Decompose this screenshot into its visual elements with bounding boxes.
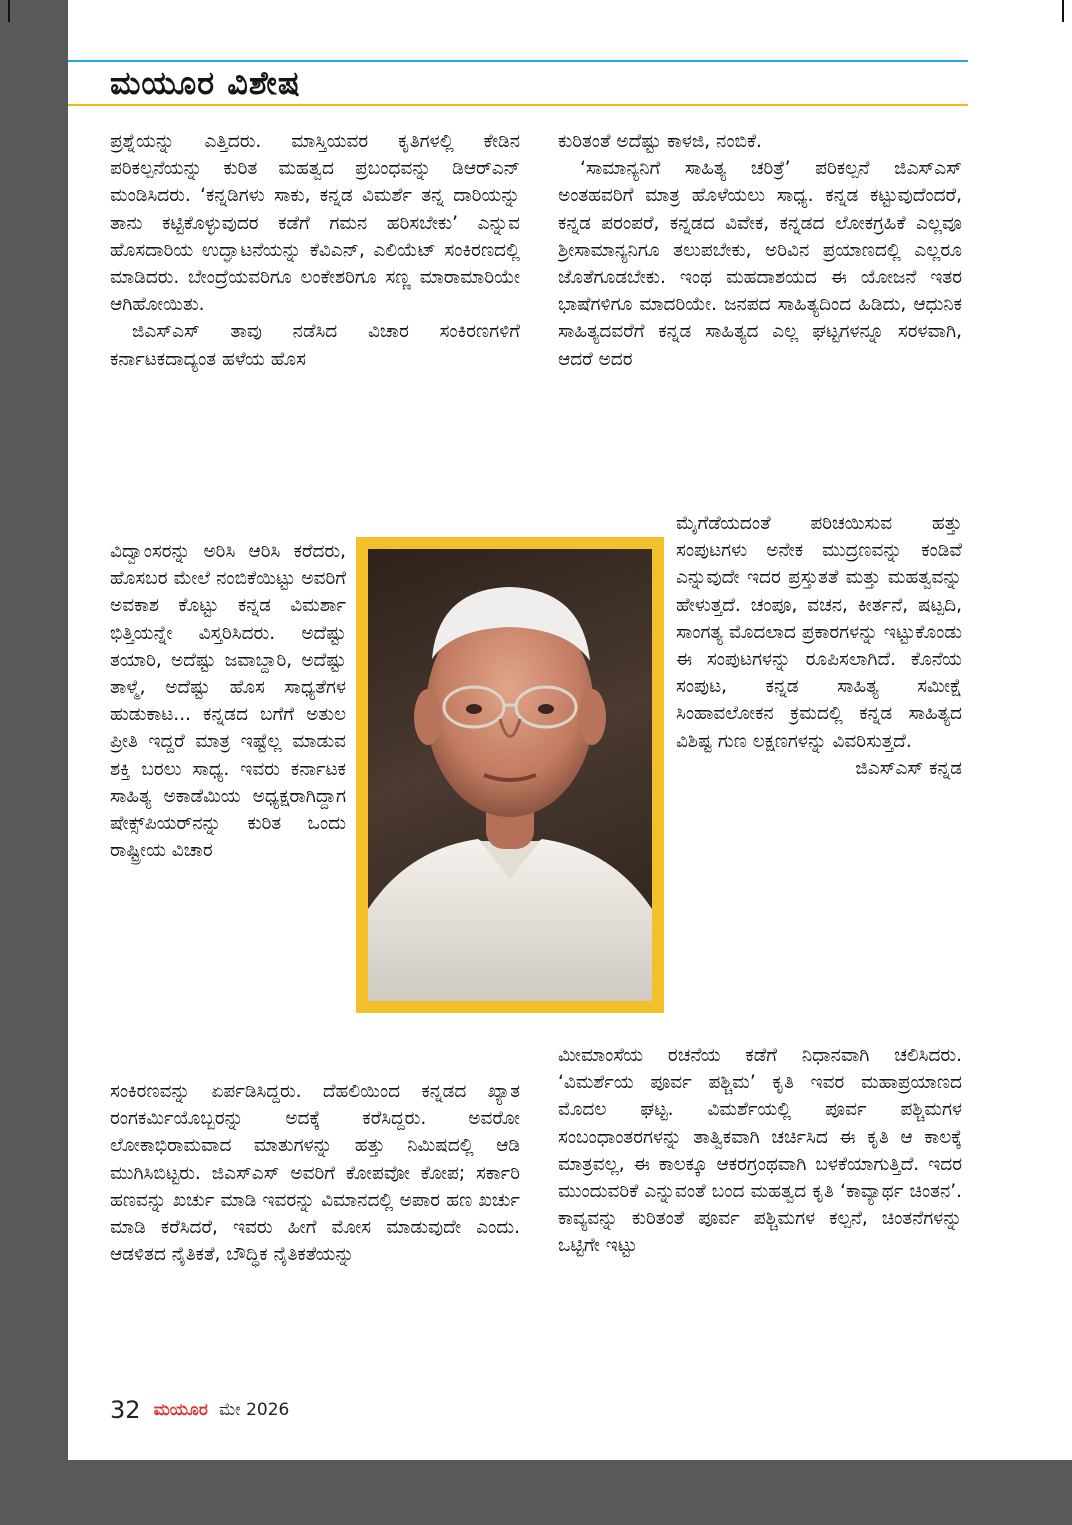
magazine-logo: ಮಯೂರ <box>153 1400 208 1420</box>
crop-mark <box>1062 0 1064 22</box>
crop-mark <box>8 0 10 22</box>
section-title: ಮಯೂರ ವಿಶೇಷ <box>110 64 301 102</box>
left-column-wrap <box>110 538 346 1078</box>
left-margin-band <box>0 0 68 1525</box>
header-rule-gold <box>68 104 968 106</box>
right-column-top <box>558 128 962 510</box>
page-number: 32 <box>110 1396 141 1424</box>
left-column-bottom <box>110 1078 520 1378</box>
paragraph: ಜಿಎಸ್‌ಎಸ್ ತಾವು ನಡೆಸಿದ ವಿಚಾರ ಸಂಕಿರಣಗಳಿಗೆ ಕರ್ನಾಟಕದಾದ್ಯಂತ ಹಳೆಯ ಹೊಸ <box>110 321 520 370</box>
paragraph: ಮೈಗೆಡೆಯದಂತೆ ಪರಿಚಯಿಸುವ ಹತ್ತು ಸಂಪುಟಗಳು ಅನೇಕ ಮುದ್ರಣವನ್ನು ಕಂಡಿವೆ ಎನ್ನುವುದೇ ಇದರ ಪ್ರಸ್ತುತತೆ ಮತ್ತು ಮಹತ್ವವನ್ನು ಹೇಳುತ್ತದೆ. ಚಂಪೂ, ವಚನ, ಕೀರ್ತನೆ, ಷಟ್ಪದಿ, ಸಾಂಗತ್ಯ ಮೊದಲಾದ ಪ್ರಕಾರಗಳನ್ನು ಇಟ್ಟುಕೊಂಡು ಈ ಸಂಪುಟಗಳನ್ನು ರೂಪಿಸಲಾಗಿದೆ. ಕೊನೆಯ ಸಂಪುಟ, ಕನ್ನಡ ಸಾಹಿತ್ಯ ಸಮೀಕ್ಷೆ ಸಿಂಹಾವಲೋಕನ ಕ್ರಮದಲ್ಲಿ ಕನ್ನಡ ಸಾಹಿತ್ಯದ ವಿಶಿಷ್ಟ ಗುಣ ಲಕ್ಷಣಗಳನ್ನು ವಿವರಿಸುತ್ತದೆ. <box>676 513 962 752</box>
paragraph: ಕುರಿತಂತೆ ಅದೆಷ್ಟು ಕಾಳಜಿ, ನಂಬಿಕೆ. <box>558 131 762 152</box>
paragraph: ‘ಸಾಮಾನ್ಯನಿಗೆ ಸಾಹಿತ್ಯ ಚರಿತ್ರೆ’ ಪರಿಕಲ್ಪನೆ ಜಿಎಸ್‌ಎಸ್ ಅಂತಹವರಿಗೆ ಮಾತ್ರ ಹೊಳೆಯಲು ಸಾಧ್ಯ. ಕನ್ನಡ ಕಟ್ಟುವುದೆಂದರೆ, ಕನ್ನಡ ಪರಂಪರೆ, ಕನ್ನಡದ ವಿವೇಕ, ಕನ್ನಡದ ಲೋಕಗ್ರಹಿಕೆ ಎಲ್ಲವೂ ಶ್ರೀಸಾಮಾನ್ಯನಿಗೂ ತಲುಪಬೇಕು, ಅರಿವಿನ ಪ್ರಯಾಣದಲ್ಲಿ ಎಲ್ಲರೂ ಜೊತೆಗೂಡಬೇಕು. ಇಂಥ ಮಹದಾಶಯದ ಈ ಯೋಜನೆ ಇತರ ಭಾಷೆಗಳಿಗೂ ಮಾದರಿಯೇ. ಜನಪದ ಸಾಹಿತ್ಯದಿಂದ ಹಿಡಿದು, ಆಧುನಿಕ ಸಾಹಿತ್ಯದವರೆಗೆ ಕನ್ನಡ ಸಾಹಿತ್ಯದ ಎಲ್ಲ ಘಟ್ಟಗಳನ್ನೂ ಸರಳವಾಗಿ, ಆದರೆ ಅದರ <box>558 158 962 370</box>
paragraph: ಪ್ರಶ್ನೆಯನ್ನು ಎತ್ತಿದರು. ಮಾಸ್ತಿಯವರ ಕೃತಿಗಳಲ್ಲಿ ಕೇಡಿನ ಪರಿಕಲ್ಪನೆಯನ್ನು ಕುರಿತ ಮಹತ್ವದ ಪ್ರಬಂಧವನ್ನು ಡಿಆರ್‌ಎನ್ ಮಂಡಿಸಿದರು. ‘ಕನ್ನಡಿಗಳು ಸಾಕು, ಕನ್ನಡ ವಿಮರ್ಶೆ ತನ್ನ ದಾರಿಯನ್ನು ತಾನು ಕಟ್ಟಿಕೊಳ್ಳುವುದರ ಕಡೆಗೆ ಗಮನ ಹರಿಸಬೇಕು’ ಎನ್ನುವ ಹೊಸದಾರಿಯ ಉದ್ಘಾಟನೆಯನ್ನು ಕೆವಿಎನ್, ಎಲಿಯೆಟ್ ಸಂಕಿರಣದಲ್ಲಿ ಮಾಡಿದರು. ಬೇಂದ್ರೆಯವರಿಗೂ ಲಂಕೇಶರಿಗೂ ಸಣ್ಣ ಮಾರಾಮಾರಿಯೇ ಆಗಿಹೋಯಿತು. <box>110 131 520 316</box>
right-column-wrap <box>676 510 962 998</box>
paragraph: ಮೀಮಾಂಸೆಯ ರಚನೆಯ ಕಡೆಗೆ ನಿಧಾನವಾಗಿ ಚಲಿಸಿದರು. ‘ವಿಮರ್ಶೆಯ ಪೂರ್ವ ಪಶ್ಚಿಮ’ ಕೃತಿ ಇವರ ಮಹಾಪ್ರಯಾಣದ ಮೊದಲ ಘಟ್ಟ. ವಿಮರ್ಶೆಯಲ್ಲಿ ಪೂರ್ವ ಪಶ್ಚಿಮಗಳ ಸಂಬಂಧಾಂತರಗಳನ್ನು ತಾತ್ವಿಕವಾಗಿ ಚರ್ಚಿಸಿದ ಈ ಕೃತಿ ಆ ಕಾಲಕ್ಕೆ ಮಾತ್ರವಲ್ಲ, ಈ ಕಾಲಕ್ಕೂ ಆಕರಗ್ರಂಥವಾಗಿ ಬಳಕೆಯಾಗುತ್ತಿದೆ. ಇದರ ಮುಂದುವರಿಕೆ ಎನ್ನುವಂತೆ ಬಂದ ಮಹತ್ವದ ಕೃತಿ ‘ಕಾವ್ಯಾರ್ಥ ಚಿಂತನ’. ಕಾವ್ಯವನ್ನು ಕುರಿತಂತೆ ಪೂರ್ವ ಪಶ್ಚಿಮಗಳ ಕಲ್ಪನೆ, ಚಿಂತನೆಗಳನ್ನು ಒಟ್ಟಿಗೇ ಇಟ್ಟು <box>558 1045 962 1257</box>
right-column-bottom <box>558 1042 962 1382</box>
portrait-illustration <box>368 549 652 1001</box>
portrait-photo <box>368 549 652 1001</box>
issue-date: ಮೇ 2026 <box>218 1400 290 1420</box>
paragraph: ಜಿಎಸ್‌ಎಸ್ ಕನ್ನಡ <box>855 757 962 779</box>
paragraph: ವಿದ್ವಾಂಸರನ್ನು ಅರಿಸಿ ಆರಿಸಿ ಕರೆದರು, ಹೊಸಬರ ಮೇಲೆ ನಂಬಿಕೆಯಿಟ್ಟು ಅವರಿಗೆ ಅವಕಾಶ ಕೊಟ್ಟು ಕನ್ನಡ ವಿಮರ್ಶಾ ಭಿತ್ತಿಯನ್ನೇ ವಿಸ್ತರಿಸಿದರು. ಅದೆಷ್ಟು ತಯಾರಿ, ಅದೆಷ್ಟು ಜವಾಬ್ದಾರಿ, ಅದೆಷ್ಟು ತಾಳ್ಮೆ, ಅದೆಷ್ಟು ಹೊಸ ಸಾಧ್ಯತೆಗಳ ಹುಡುಕಾಟ... ಕನ್ನಡದ ಬಗೆಗೆ ಅತುಲ ಪ್ರೀತಿ ಇದ್ದರೆ ಮಾತ್ರ ಇಷ್ಟೆಲ್ಲ ಮಾಡುವ ಶಕ್ತಿ ಬರಲು ಸಾಧ್ಯ. ಇವರು ಕರ್ನಾಟಕ ಸಾಹಿತ್ಯ ಅಕಾಡೆಮಿಯ ಅಧ್ಯಕ್ಷರಾಗಿದ್ದಾಗ ಷೇಕ್ಸ್‌ಪಿಯರ್‌ನನ್ನು ಕುರಿತ ಒಂದು ರಾಷ್ಟ್ರೀಯ ವಿಚಾರ <box>110 541 346 862</box>
left-column-top <box>110 128 520 538</box>
page-footer <box>110 1396 289 1430</box>
bottom-margin-band <box>0 1460 1072 1525</box>
paragraph: ಸಂಕಿರಣವನ್ನು ಏರ್ಪಡಿಸಿದ್ದರು. ದೆಹಲಿಯಿಂದ ಕನ್ನಡದ ಖ್ಯಾತ ರಂಗಕರ್ಮಿಯೊಬ್ಬರನ್ನು ಅದಕ್ಕೆ ಕರೆಸಿದ್ದರು. ಅವರೋ ಲೋಕಾಭಿರಾಮವಾದ ಮಾತುಗಳನ್ನು ಹತ್ತು ನಿಮಿಷದಲ್ಲಿ ಆಡಿ ಮುಗಿಸಿಬಿಟ್ಟರು. ಜಿಎಸ್‌ಎಸ್ ಅವರಿಗೆ ಕೋಪವೋ ಕೋಪ; ಸರ್ಕಾರಿ ಹಣವನ್ನು ಖರ್ಚು ಮಾಡಿ ಇವರನ್ನು ವಿಮಾನದಲ್ಲಿ ಅಪಾರ ಹಣ ಖರ್ಚು ಮಾಡಿ ಕರೆಸಿದರೆ, ಇವರು ಹೀಗೆ ಮೋಸ ಮಾಡುವುದೇ ಎಂದು. ಆಡಳಿತದ ನೈತಿಕತೆ, ಬೌದ್ಧಿಕ ನೈತಿಕತೆಯನ್ನು <box>110 1081 520 1266</box>
portrait-photo-frame <box>356 537 664 1013</box>
